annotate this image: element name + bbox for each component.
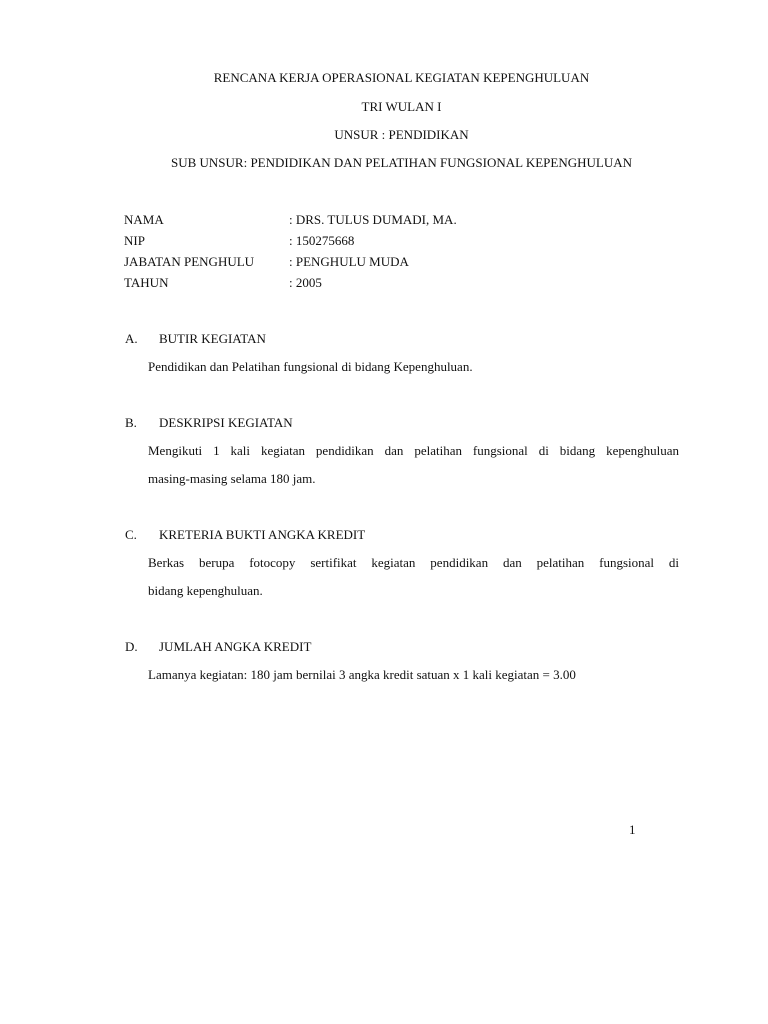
section-text: bidang kepenghuluan.: [148, 583, 263, 598]
document-unsur: UNSUR : PENDIDIKAN: [334, 127, 469, 142]
info-label-tahun: TAHUN: [124, 275, 169, 290]
section-text: Mengikuti 1 kali kegiatan pendidikan dan pelatihan fungsional di bidang kepenghuluan: [148, 443, 679, 458]
document-sub-unsur: SUB UNSUR: PENDIDIKAN DAN PELATIHAN FUNGSIONAL KEPENGHULUAN: [170, 155, 633, 170]
section-text: Lamanya kegiatan: 180 jam bernilai 3 angka kredit satuan x 1 kali kegiatan = 3.00: [148, 667, 576, 682]
info-value-jabatan: : PENGHULU MUDA: [289, 254, 409, 269]
section-title: JUMLAH ANGKA KREDIT: [159, 639, 312, 654]
section-title: KRETERIA BUKTI ANGKA KREDIT: [159, 527, 366, 542]
section-text: Berkas berupa fotocopy sertifikat kegiatan pendidikan dan pelatihan fungsional di: [148, 555, 679, 570]
info-label-jabatan: JABATAN PENGHULU: [124, 254, 255, 269]
section-letter: C.: [125, 527, 137, 542]
info-label-nip: NIP: [124, 233, 145, 248]
section-title: BUTIR KEGIATAN: [159, 331, 266, 346]
info-value-tahun: : 2005: [289, 275, 322, 290]
section-title: DESKRIPSI KEGIATAN: [159, 415, 293, 430]
section-text: Pendidikan dan Pelatihan fungsional di bidang Kepenghuluan.: [148, 359, 473, 374]
info-value-nama: : DRS. TULUS DUMADI, MA.: [289, 212, 457, 227]
section-letter: B.: [125, 415, 137, 430]
document-period: TRI WULAN I: [361, 99, 442, 114]
info-value-nip: : 150275668: [289, 233, 355, 248]
page-number: 1: [629, 822, 636, 837]
document-title: RENCANA KERJA OPERASIONAL KEGIATAN KEPENGHULUAN: [213, 70, 590, 85]
section-text: masing-masing selama 180 jam.: [148, 471, 316, 486]
section-letter: D.: [125, 639, 138, 654]
info-label-nama: NAMA: [124, 212, 164, 227]
section-letter: A.: [125, 331, 138, 346]
